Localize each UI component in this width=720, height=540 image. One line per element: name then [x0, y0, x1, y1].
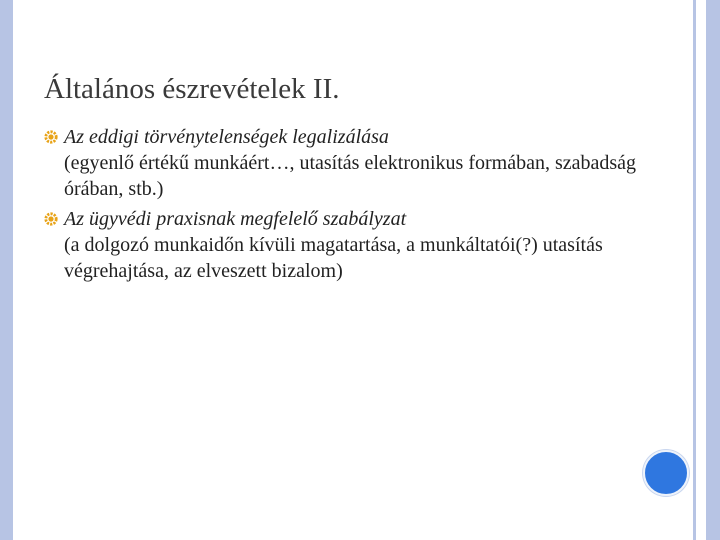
gear-bullet-icon — [44, 212, 58, 226]
bullet-headline: Az ügyvédi praxisnak megfelelő szabályzat — [64, 208, 407, 230]
bullet-detail: (a dolgozó munkaidőn kívüli magatartása, a munkáltatói(?) utasítás végrehajtása, az elveszett bizalom) — [64, 234, 603, 282]
left-frame-bar — [0, 0, 13, 540]
right-frame-bar — [706, 0, 720, 540]
bullet-detail: (egyenlő értékű munkáért…, utasítás elektronikus formában, szabadság órában, stb.) — [64, 152, 637, 200]
bullet-headline: Az eddigi törvénytelenségek legalizálása — [64, 126, 389, 148]
right-frame-line — [693, 0, 696, 540]
decorative-circle — [643, 450, 689, 496]
slide-title: Általános észrevételek II. — [44, 73, 340, 105]
bullet-item — [44, 206, 644, 284]
gear-bullet-icon — [44, 130, 58, 144]
bullet-list — [44, 124, 644, 284]
bullet-item — [44, 124, 644, 202]
